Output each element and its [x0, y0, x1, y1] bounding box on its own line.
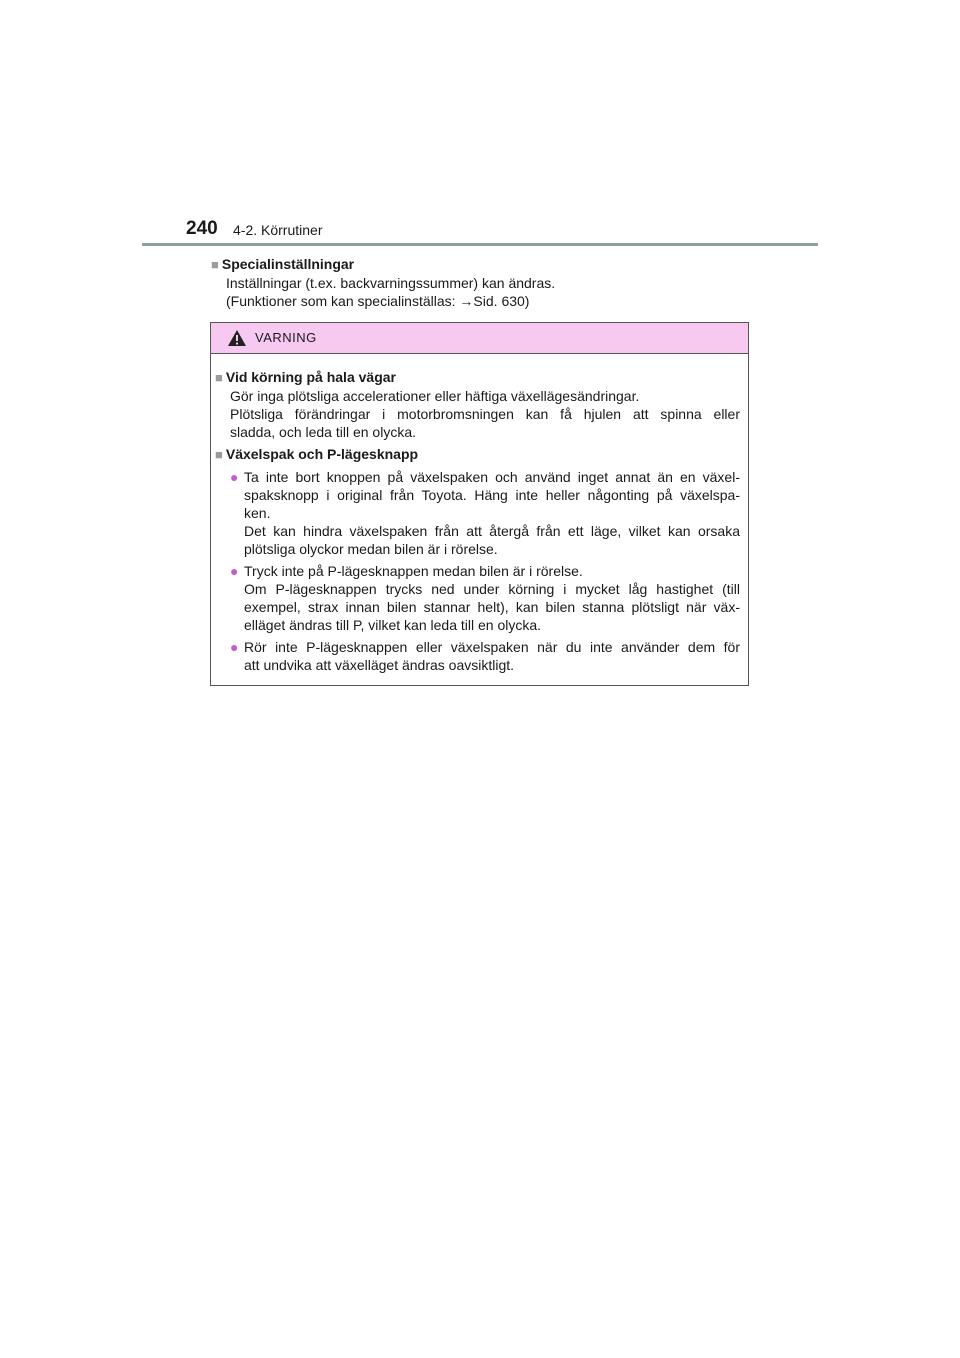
warning-bullet: [215, 638, 740, 674]
warning-text-line: sladda, och leda till en olycka.: [230, 424, 416, 440]
bullet-line: spaksknopp i original från Toyota. Häng inte heller någonting på växelspa-: [244, 487, 740, 503]
warning-heading: ■ Vid körning på hala vägar: [215, 369, 396, 385]
section-text-line: (Funktioner som kan specialinställas: →Sid. 630): [226, 293, 530, 309]
bullet-dot-icon: ●: [230, 469, 239, 485]
bullet-dot-icon: ●: [230, 639, 239, 655]
page-number: 240: [186, 218, 218, 239]
bullet-dot-icon: ●: [230, 563, 239, 579]
warning-box: [210, 322, 749, 686]
bullet-line: ken.: [244, 505, 271, 521]
warning-header: [211, 323, 748, 354]
warning-triangle-icon: [227, 329, 247, 347]
square-bullet-icon: ■: [211, 257, 219, 272]
bullet-line: Om P-lägesknappen trycks ned under körning i mycket låg hastighet (till: [244, 581, 740, 597]
section-text-line: Inställningar (t.ex. backvarningssummer) kan ändras.: [226, 275, 556, 291]
bullet-line: plötsliga olyckor medan bilen är i rörelse.: [244, 541, 498, 557]
warning-body: [211, 354, 748, 674]
warning-text-line: Plötsliga förändringar i motorbromsningen kan få hjulen att spinna eller: [230, 406, 740, 422]
warning-heading: ■ Växelspak och P-lägesknapp: [215, 446, 419, 462]
bullet-line: elläget ändras till P, vilket kan leda till en olycka.: [244, 617, 542, 633]
bullet-line: att undvika att växelläget ändras oavsiktligt.: [244, 657, 515, 673]
chapter-title: 4-2. Körrutiner: [233, 222, 323, 238]
bullet-line: Tryck inte på P-lägesknappen medan bilen är i rörelse.: [244, 563, 583, 579]
warning-title: VARNING: [255, 330, 317, 345]
square-bullet-icon: ■: [215, 370, 223, 385]
header-rule: [142, 243, 818, 246]
bullet-line: Ta inte bort knoppen på växelspaken och använd inget annat än en växel-: [244, 469, 740, 485]
bullet-line: Det kan hindra växelspaken från att återgå från ett läge, vilket kan orsaka: [244, 523, 740, 539]
warning-bullet: [215, 468, 740, 558]
section-heading: ■ Specialinställningar: [211, 256, 355, 272]
bullet-line: Rör inte P-lägesknappen eller växelspaken när du inte använder dem för: [244, 639, 740, 655]
special-settings-section: [211, 255, 756, 310]
square-bullet-icon: ■: [215, 447, 223, 462]
bullet-line: exempel, strax innan bilen stannar helt), kan bilen stanna plötsligt när väx-: [244, 599, 740, 615]
warning-bullet: [215, 562, 740, 634]
warning-text-line: Gör inga plötsliga accelerationer eller häftiga växellägesändringar.: [230, 388, 640, 404]
